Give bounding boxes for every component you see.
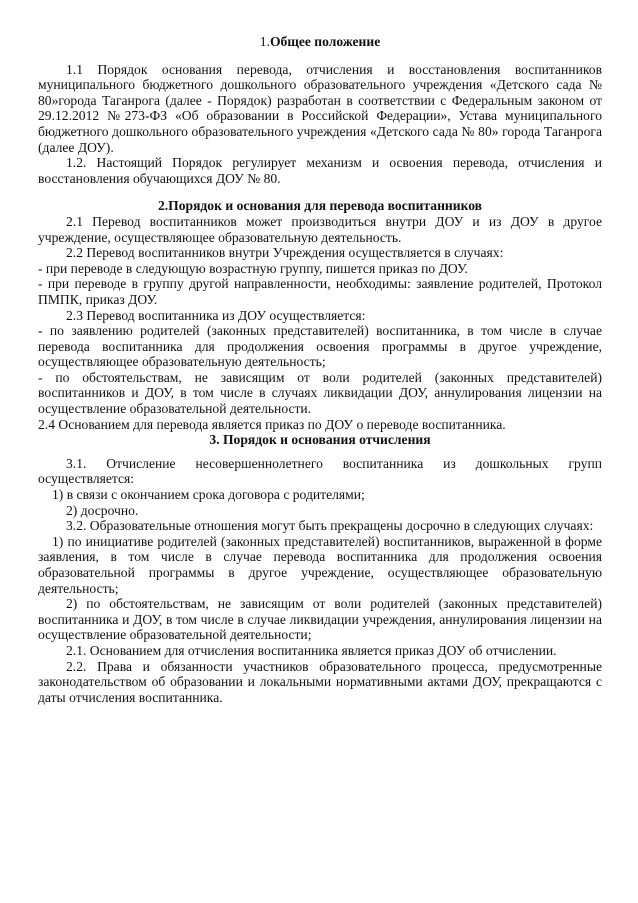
spacer — [38, 186, 602, 198]
section1-heading — [38, 34, 602, 50]
section1-heading-text: Общее положение — [269, 34, 381, 49]
paragraph-2-3-item-2: - по обстоятельствам, не зависящим от воли родителей (законных представителей) воспитанников и ДОУ, в том числе в случаях ликвидации ДОУ, аннулирования лицензии на осуществление образовательной деятельности. — [38, 369, 602, 417]
paragraph-3-1-item-1: 1) в связи с окончанием срока договора с родителями; — [52, 487, 365, 503]
paragraph-3-2-1: 2.1. Основанием для отчисления воспитанника является приказ ДОУ об отчислении. — [66, 642, 557, 658]
paragraph-1-2: 1.2. Настоящий Порядок регулирует механизм и освоения перевода, отчисления и восстановления обучающихся ДОУ № 80. — [38, 155, 602, 186]
paragraph-3-1-item-2: 2) досрочно. — [66, 502, 139, 518]
paragraph-2-1: 2.1 Перевод воспитанников может производиться внутри ДОУ и из ДОУ в другое учреждение, осуществляющее образовательную деятельность. — [38, 213, 602, 245]
section1-heading-number: 1. — [259, 34, 270, 49]
spacer — [38, 448, 602, 456]
spacer — [38, 50, 602, 62]
paragraph-1-1: 1.1 Порядок основания перевода, отчисления и восстановления воспитанников муниципального бюджетного дошкольного образовательного учреждения «Детского сада № 80»города Таганрога (далее - Порядок) разработан в соответствии с Федеральным законом от 29.12.2012 №273-ФЗ «Об образовании в Российской Федерации», Устава муниципального бюджетного дошкольного образовательного учреждения «Детского сада № 80» города Таганрога (далее ДОУ). — [38, 61, 602, 155]
paragraph-2-2-item-1: - при переводе в следующую возрастную группу, пишется приказ по ДОУ. — [38, 260, 468, 276]
paragraph-3-2: 3.2. Образовательные отношения могут быть прекращены досрочно в следующих случаях: — [66, 518, 594, 534]
section2-heading: 2.Порядок и основания для перевода воспитанников — [157, 198, 483, 214]
paragraph-2-3: 2.3 Перевод воспитанника из ДОУ осуществляется: — [66, 307, 366, 323]
paragraph-3-1: 3.1. Отчисление несовершеннолетнего воспитанника из дошкольных групп осуществляется: — [38, 455, 602, 487]
section3-heading: 3. Порядок и основания отчисления — [209, 432, 431, 448]
paragraph-3-2-item-1: 1) по инициативе родителей (законных представителей) воспитанников, выраженной в форме заявления, в том числе в случае перевода воспитанника для продолжения освоения образовательной программы в другое учреждение, осуществляющее образовательную деятельность; — [38, 533, 602, 596]
paragraph-3-2-item-2: 2) по обстоятельствам, не зависящим от воли родителей (законных представителей) воспитанника и ДОУ, в том числе в случае ликвидации учреждения, аннулирования лицензии на осуществление образовательной деятельности; — [38, 596, 602, 643]
paragraph-3-2-2: 2.2. Права и обязанности участников образовательного процесса, предусмотренные законодательством об образовании и локальными нормативными актами ДОУ, прекращаются с даты отчисления воспитанника. — [38, 658, 602, 705]
paragraph-2-2-item-2: - при переводе в группу другой направленности, необходимы: заявление родителей, Протокол ПМПК, приказ ДОУ. — [38, 276, 602, 307]
paragraph-2-4: 2.4 Основанием для перевода является приказ по ДОУ о переводе воспитанника. — [38, 416, 506, 432]
document-page — [38, 34, 602, 705]
paragraph-2-2: 2.2 Перевод воспитанников внутри Учреждения осуществляется в случаях: — [66, 245, 504, 261]
paragraph-2-3-item-1: - по заявлению родителей (законных представителей) воспитанника, в том числе в случае перевода воспитанника для продолжения освоения программы в другое учреждение, осуществляющее образовательную деятельность; — [38, 323, 602, 370]
